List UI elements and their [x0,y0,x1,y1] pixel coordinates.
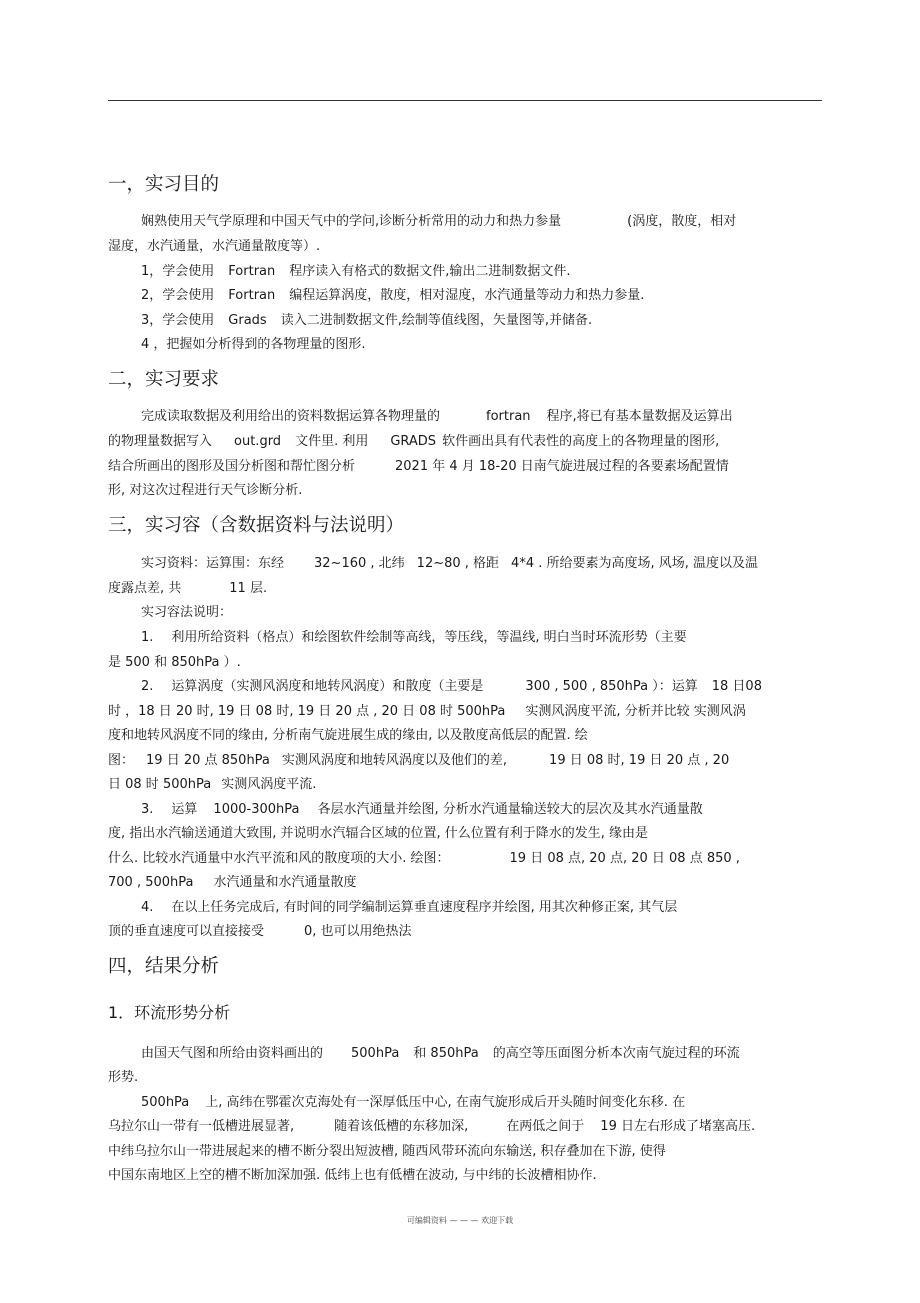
text: 的高空等压面图分析本次南气旋过程的环流 [492,1046,740,1061]
text: Fortran [228,264,276,279]
text: 4*4 . 所给要素为高度场, 风场, 温度以及温 [511,556,759,571]
s3-line-8: 度和地转风涡度不同的缘由, 分析南气旋进展生成的缘由, 以及散度高低层的配置. 绘 [108,728,588,743]
text: 2021 年 4 月 18-20 日南气旋进展过程的各要素场配置情 [395,459,729,474]
text: 19 日 08 时, 19 日 20 点 , 20 [549,753,730,768]
text: 程序,将已有基本量数据及运算出 [546,409,733,424]
s3-line-3: 实习容法说明： [141,605,233,620]
s4-line-5: 中纬乌拉尔山一带进展起来的槽不断分裂出短波槽, 随西风带环流向东输送, 积存叠加在下游, 使得 [108,1144,666,1159]
s4-line-1 [141,1045,740,1063]
s3-line-14 [108,874,357,892]
text: 300 , 500 , 850hPa ）：运算 [525,679,698,694]
section-title-1: 一，实习目的 [108,174,220,195]
text: 度露点差, 共 [108,581,182,596]
text: 编程运算涡度，散度，相对湿度，水汽通量等动力和热力参量. [289,288,645,303]
subsection-title-1: 1．环流形势分析 [108,1003,231,1022]
text: 4. [141,900,154,915]
text: 1，学会使用 [141,264,215,279]
text: 12~80 , 格距 [416,556,500,571]
text: 0, 也可以用绝热法 [304,924,412,939]
text: 文件里. 利用 [295,434,369,449]
text: 11 层. [229,581,268,596]
s1-p1-line1 [141,213,736,231]
text: 时 ，18 日 20 时, 19 日 08 时, 19 日 20 点 , 20 日 08 时 500hPa [108,704,506,719]
s3-line-1 [141,555,758,573]
s1-p1-line2: 湿度，水汽通量，水汽通量散度等）. [108,239,321,254]
text: 乌拉尔山一带有一低槽进展显著, [108,1119,295,1134]
s3-line-10 [108,776,316,794]
text: 19 日 08 点, 20 点, 20 日 08 点 850 , [509,851,740,866]
s3-line-13 [108,850,740,868]
s3-line-9 [108,752,729,770]
s3-line-16 [108,923,412,941]
s4-line-3 [141,1094,685,1112]
text: 运算 [171,802,198,817]
text: 19 日左右形成了堵塞高压. [600,1119,756,1134]
text: 程序读入有格式的数据文件,输出二进制数据文件. [289,264,571,279]
section-title-4: 四，结果分析 [108,956,220,977]
text: 上, 高纬在鄂霍次克海处有一深厚低压中心, 在南气旋形成后开头随时间变化东移. 在 [205,1095,686,1110]
s2-line-4: 形, 对这次过程进行天气诊断分析. [108,483,303,498]
text: (涡度，散度，相对 [627,214,737,229]
text: 运算涡度（实测风涡度和地转风涡度）和散度（主要是 [171,679,484,694]
text: 1000-300hPa [213,802,300,817]
text: 3，学会使用 [141,313,215,328]
s1-item-3 [141,312,592,330]
text: 随着该低槽的东移加深, [334,1119,469,1134]
s2-line-1 [141,408,733,426]
text: 的物理量数据写入 [108,434,213,449]
s4-line-6: 中国东南地区上空的槽不断加深加强. 低纬上也有低槽在波动, 与中纬的长波槽相协作. [108,1168,597,1183]
text: 顶的垂直速度可以直接接受 [108,924,265,939]
text: 软件画出具有代表性的高度上的各物理量的图形, [442,434,720,449]
text: 完成读取数据及利用给出的资料数据运算各物理量的 [141,409,441,424]
text: 日 08 时 500hPa [108,777,212,792]
text: 由国天气图和所给由资料画出的 [141,1046,324,1061]
s1-item-4: 4 ，把握如分析得到的各物理量的图形. [141,337,366,352]
s3-line-15 [141,899,677,917]
text: 在以上任务完成后, 有时间的同学编制运算垂直速度程序并绘图, 用其次种修正案, 其气层 [171,900,678,915]
text: 和 850hPa [413,1046,479,1061]
s3-line-11 [141,801,703,819]
text: 18 日08 [711,679,762,694]
text: 实测风涡度和地转风涡度以及他们的差, [281,753,508,768]
text: 实测风涡度平流. [221,777,317,792]
s2-line-2 [108,433,719,451]
s3-line-12: 度, 指出水汽输送通道大致围, 并说明水汽辐合区域的位置, 什么位置有利于降水的发生, 缘由是 [108,826,649,841]
s3-line-2 [108,580,267,598]
text: 实测风涡度平流, 分析并比较 实测风涡 [525,704,746,719]
page-footer: 可编辑资料 — — — 欢迎下载 [406,1216,514,1225]
s2-line-3 [108,458,729,476]
text: 2. [141,679,154,694]
text: 19 日 20 点 850hPa [146,753,270,768]
s1-item-2 [141,287,644,305]
s3-line-7 [108,703,746,721]
header-rule [108,100,822,101]
text: 结合所画出的图形及国分析图和帮忙图分析 [108,459,356,474]
text: Grads [228,313,267,328]
text: Fortran [228,288,276,303]
s3-line-6 [141,678,762,696]
text: 500hPa [351,1046,400,1061]
text: 各层水汽通量并绘图, 分析水汽通量输送较大的层次及其水汽通量散 [317,802,703,817]
text: 700 , 500hPa [108,875,194,890]
s1-item-1 [141,263,571,281]
s4-line-4 [108,1118,755,1136]
text: 32~160 , 北纬 [314,556,405,571]
text: 500hPa [141,1095,190,1110]
text: 水汽通量和水汽通量散度 [213,875,357,890]
text: out.grd [234,434,282,449]
text: 读入二进制数据文件,绘制等值线图，矢量图等,并储备. [280,313,593,328]
text: GRADS [390,434,437,449]
text: 图： [108,753,135,768]
text: fortran [486,409,531,424]
s3-line-4 [141,629,687,647]
text: 娴熟使用天气学原理和中国天气中的学问,诊断分析常用的动力和热力参量 [141,214,562,229]
s4-line-2: 形势. [108,1070,139,1085]
text: 什么. 比较水汽通量中水汽平流和风的散度项的大小. 绘图： [108,851,450,866]
section-title-3: 三，实习容（含数据资料与法说明） [108,515,405,536]
s3-line-5: 是 500 和 850hPa ）. [108,655,241,670]
text: 在两低之间于 [506,1119,585,1134]
text: 3. [141,802,154,817]
text: 实习资料：运算围：东经 [141,556,285,571]
text: 1. [141,630,154,645]
section-title-2: 二，实习要求 [108,369,220,390]
text: 2，学会使用 [141,288,215,303]
text: 利用所给资料（格点）和绘图软件绘制等高线，等压线，等温线, 明白当时环流形势（主要 [171,630,687,645]
